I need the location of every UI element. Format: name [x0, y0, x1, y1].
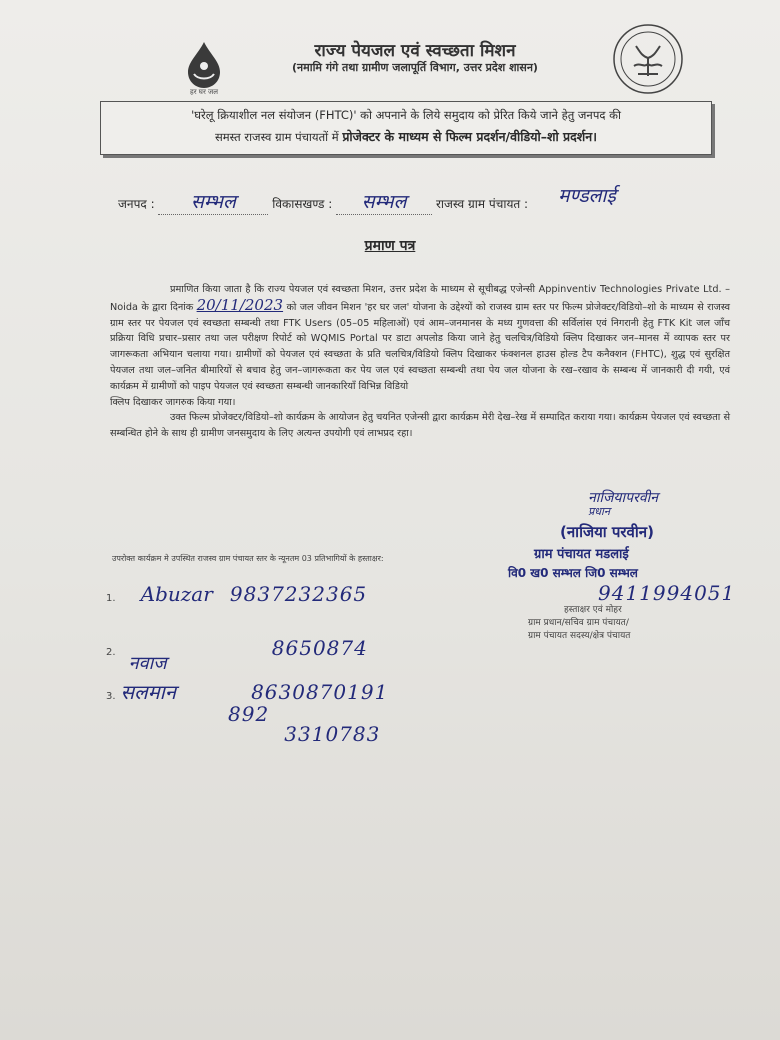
har-ghar-jal-logo — [168, 40, 240, 100]
extra-phone-prefix: 892 — [228, 702, 270, 726]
pradhan-phone: 9411994051 — [598, 581, 736, 605]
roles-line-3: ग्राम पंचायत सदस्य/क्षेत्र पंचायत — [528, 631, 631, 641]
mission-title: राज्य पेयजल एवं स्वच्छता मिशन — [314, 41, 516, 61]
banner-line-1: 'घरेलू क्रियाशील नल संयोजन (FHTC)' को अपनाने के लिये समुदाय को प्रेरित किये जाने हेतु जनपद की — [191, 108, 621, 122]
banner-line-2-bold: प्रोजेक्टर के माध्यम से फिल्म प्रदर्शन/वीडियो–शो प्रदर्शन। — [342, 129, 597, 144]
panchayat-label: राजस्व ग्राम पंचायत : — [435, 197, 529, 211]
participant-phone: 9837232365 — [229, 582, 368, 606]
certificate-heading: प्रमाण पत्र — [364, 238, 416, 254]
handwritten-signature: नाजियापरवीन — [588, 490, 659, 506]
stamp-line-2: ग्राम पंचायत मडलाई — [534, 547, 629, 562]
participant-phone: 8630870191 — [251, 680, 389, 704]
panchayat-value: मण्डलाई — [558, 185, 616, 207]
extra-phone: 3310783 — [284, 722, 381, 746]
signatory-roles — [528, 604, 758, 643]
row-number: 1. — [106, 593, 116, 604]
signature-prefix: प्रधान — [588, 505, 610, 518]
location-fields — [118, 185, 738, 218]
participant-name: सलमान — [120, 680, 176, 704]
body-paragraph-1 — [110, 282, 730, 395]
participant-name: नवाज — [128, 653, 167, 674]
program-banner — [100, 101, 712, 155]
block-label: विकासखण्ड : — [272, 197, 333, 211]
attendance-row — [106, 636, 506, 674]
banner-line-2-plain: समस्त राजस्व ग्राम पंचायतों में — [215, 130, 343, 144]
body-p1-b: को जल जीवन मिशन 'हर घर जल' योजना के उद्देश्यों को राजस्व ग्राम स्तर पर फिल्म प्रोजेक्टर/विडियो–शो के माध्यम से राजस्व ग्राम स्तर पर पेयजल एवं स्वच्छता सम्बन्धी तथा FTK Users (05–05 महिलाओं) एवं आम–जनमानस के मध्य गुणवत्ता की सर्विलांस एवं निगरानी हेतु FTK Kit जल जाँच प्रक्रिया विधि प्रचार–प्रसार तथा जल परीक्षण रिपोर्ट को WQMIS Portal पर डाटा अपलोड किया जाने हेतु चलचित्र/विडियो क्लिप दिखाकर जन–मानस में व्यापक स्तर पर जागरूकता अभियान चलाया गया। ग्रामीणों को पेयजल एवं स्वच्छता के प्रति चलचित्र/विडियो क्लिप दिखाकर फंक्शनल हाउस होल्ड टैप कनैक्शन (FHTC), शुद्ध एवं सुरक्षित पेयजल तथा जल–जनित बीमारियों से बचाव हेतु जन–जागरूकता कर पेय जल एवं स्वच्छता सम्बन्धी तथा पेय जल योजना के रख–रखाव के सम्बन्ध में जानकारी दी गयी, एवं कार्यक्रम में ग्रामीणों को पाइप पेयजल एवं स्वच्छता सम्बन्धी जानकारियाँ विभिन्न विडियो — [110, 301, 730, 392]
row-number: 3. — [106, 691, 116, 702]
program-date: 20/11/2023 — [196, 295, 284, 314]
up-government-emblem — [610, 22, 686, 96]
attendance-title: उपरोक्त कार्यक्रम मे उपस्थित राजस्व ग्राम पंचायत स्तर के न्यूनतम 03 प्रतिभागियों के हस्ताक्षर: — [112, 554, 384, 563]
body-paragraph-2: उक्त फिल्म प्रोजेक्टर/विडियो–शो कार्यक्रम के आयोजन हेतु चयनित एजेन्सी द्वारा कार्यक्रम मेरी देख–रेख में सम्पादित कराया गया। कार्यक्रम पेयजल एवं स्वच्छता से सम्बन्धित होने के साथ ही ग्रामीण जनसमुदाय के लिए अत्यन्त उपयोगी एवं लाभप्रद रहा। — [110, 412, 730, 440]
body-p1-a: प्रमाणित किया जाता है कि राज्य पेयजल एवं स्वच्छता मिशन, उत्तर प्रदेश के माध्यम से सूचीबद्ध एजेन्सी Appinventiv Technologies Private Ltd. – Noida के द्वारा दिनांक — [110, 284, 730, 313]
district-label: जनपद : — [118, 197, 155, 211]
pradhan-signature-block — [508, 488, 748, 605]
mission-subtitle: (नमामि गंगे तथा ग्रामीण जलापूर्ति विभाग, उत्तर प्रदेश शासन) — [292, 61, 538, 74]
certificate-body — [110, 282, 730, 442]
participant-name: Abuzar — [140, 582, 213, 606]
participant-phone: 8650874 — [271, 636, 368, 660]
roles-line-2: ग्राम प्रधान/सचिव ग्राम पंचायत/ — [528, 618, 629, 628]
block-value: सम्भल — [336, 188, 432, 215]
attendance-row — [106, 678, 506, 705]
pradhan-name: (नाजिया परवीन) — [560, 523, 654, 541]
roles-line-1: हस्ताक्षर एवं मोहर — [564, 605, 622, 615]
body-p1-c: क्लिप दिखाकर जागरुक किया गया। — [110, 396, 236, 408]
stamp-line-3: वि0 ख0 सम्भल जि0 सम्भल — [508, 566, 638, 580]
row-number: 2. — [106, 647, 116, 658]
banner-line-2 — [101, 126, 711, 148]
attendance-row — [106, 582, 506, 606]
extra-phone-line — [228, 702, 528, 746]
district-value: सम्भल — [158, 188, 268, 215]
logo-left-caption: हर घर जल — [190, 88, 218, 96]
